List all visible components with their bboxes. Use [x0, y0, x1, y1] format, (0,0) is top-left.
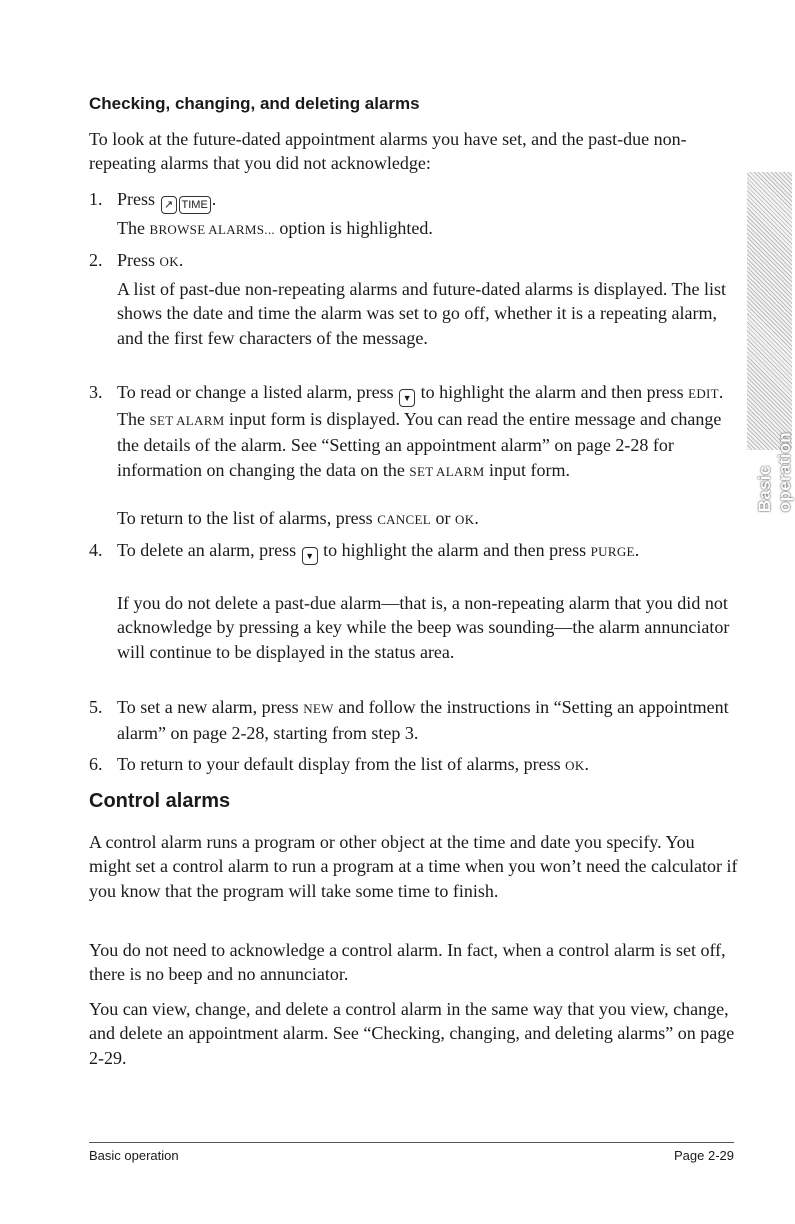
down-arrow-key-icon: ▼: [399, 389, 415, 407]
step-text: To set a new alarm, press: [117, 697, 299, 717]
detail-text: option is highlighted.: [279, 218, 433, 238]
form-name: SET ALARM: [149, 413, 225, 428]
footer-rule: [89, 1142, 734, 1143]
intro-paragraph: To look at the future-dated appointment alarms you have set, and the past-due non-repeating alarms that you did not acknowledge:: [89, 129, 687, 174]
control-paragraph-3: You can view, change, and delete a control alarm in the same way that you view, change, and delete an appointment alarm. See “Checking, changing, and deleting alarms” on page 2-29.: [89, 999, 735, 1068]
step-number: 2.: [89, 250, 103, 270]
right-shift-key-icon: ↗: [161, 196, 177, 214]
softkey-name: EDIT: [688, 386, 719, 401]
step-6: [89, 752, 739, 778]
step-text: to highlight the alarm and then press: [420, 382, 684, 402]
step-number: 4.: [89, 540, 103, 560]
softkey-name: OK: [455, 512, 475, 527]
step-text: .: [634, 540, 640, 560]
step-text: to highlight the alarm and then press: [323, 540, 587, 560]
step-number: 5.: [89, 697, 103, 717]
step-5: [89, 695, 739, 746]
detail-text: To return to the list of alarms, press: [117, 508, 373, 528]
step-text: input form.: [488, 459, 570, 480]
step-text: To return to your default display from the list of alarms, press: [117, 754, 561, 774]
step-4: [89, 538, 739, 565]
menu-option-name: BROWSE ALARMS...: [149, 222, 275, 237]
softkey-name: NEW: [303, 701, 334, 716]
chapter-side-tab: [747, 172, 794, 513]
softkey-name: OK: [159, 254, 179, 269]
section-heading-control-alarms: Control alarms: [89, 790, 231, 812]
step-number: 6.: [89, 754, 103, 774]
section-heading-checking: Checking, changing, and deleting alarms: [89, 94, 420, 113]
softkey-name: CANCEL: [377, 512, 431, 527]
chapter-side-tab-label: Basic operation: [755, 432, 794, 513]
step-text: input form is displayed. You can read the entire message and change the details of the alarm. See “Setting an appointment alarm” on page 2-28 for information on changing the data on the: [117, 409, 722, 480]
detail-text: or: [435, 508, 451, 528]
down-arrow-key-icon: ▼: [302, 547, 318, 565]
step-4-detail: If you do not delete a past-due alarm—that is, a non-repeating alarm that you did not acknowledge by pressing a key while the beep was sounding—the alarm annunciator will continue to be displayed in the status area.: [117, 593, 730, 662]
step-number: 1.: [89, 189, 103, 209]
step-text: and follow the instructions in “Setting an appointment alarm” on page 2-28, starting from step 3.: [117, 697, 729, 744]
step-text: .: [178, 250, 184, 270]
step-2: [89, 248, 739, 274]
step-3: [89, 380, 739, 484]
step-text: To delete an alarm, press: [117, 540, 297, 560]
step-text: Press: [117, 250, 156, 270]
step-3-detail: [117, 506, 737, 532]
step-text: .: [584, 754, 590, 774]
softkey-name: OK: [565, 758, 585, 773]
step-text: Press: [117, 189, 156, 209]
footer-page-number: Page 2-29: [674, 1148, 734, 1163]
step-2-detail: A list of past-due non-repeating alarms and future-dated alarms is displayed. The list shows the date and time the alarm was set to go off, whether it is a repeating alarm, and the first few characters of the message.: [117, 279, 727, 348]
detail-text: The: [117, 218, 145, 238]
step-text: To read or change a listed alarm, press: [117, 382, 394, 402]
footer-chapter-title: Basic operation: [89, 1148, 179, 1163]
detail-text: .: [474, 508, 479, 528]
step-1-detail: [117, 216, 737, 242]
control-paragraph-1: A control alarm runs a program or other object at the time and date you specify. You might set a control alarm to run a program at a time when you won’t need the calculator if you know that the program will take some time to finish.: [89, 832, 738, 901]
step-1: [89, 187, 739, 214]
step-text: . The: [117, 382, 724, 429]
form-name: SET ALARM: [409, 463, 485, 479]
softkey-name: PURGE: [590, 544, 635, 559]
step-text: .: [211, 189, 217, 209]
control-paragraph-2: You do not need to acknowledge a control alarm. In fact, when a control alarm is set off, there is no beep and no annunciator.: [89, 940, 726, 985]
step-number: 3.: [89, 382, 103, 402]
time-key-icon: TIME: [179, 196, 211, 214]
